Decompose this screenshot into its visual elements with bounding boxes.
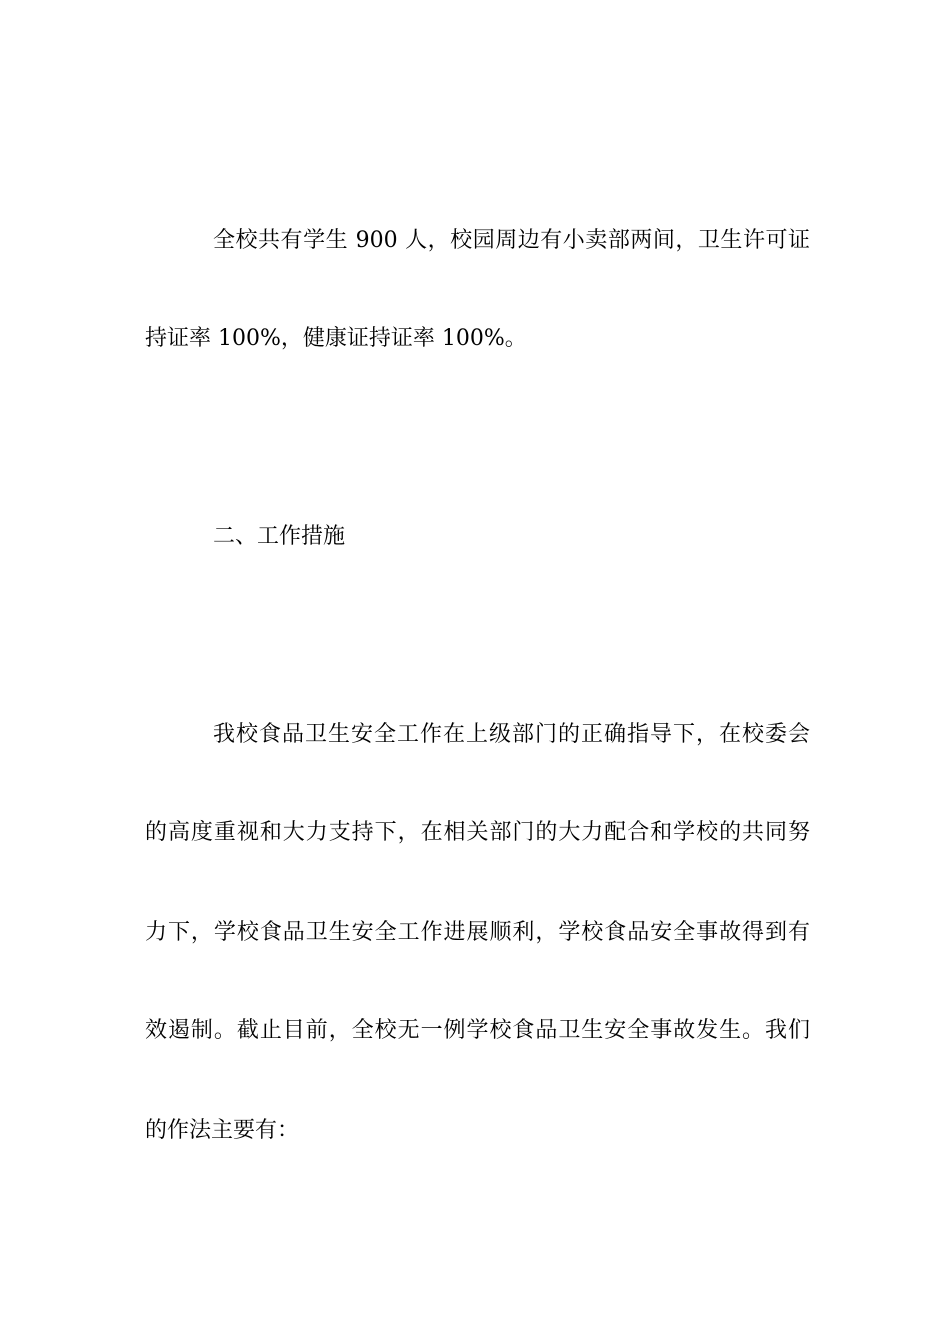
paragraph-2-line-2: 的高度重视和大力支持下，在相关部门的大力配合和学校的共同努 <box>145 820 810 845</box>
paragraph-2-line-4: 效遏制。截止目前，全校无一例学校食品卫生安全事故发生。我们 <box>145 1018 810 1043</box>
section-heading: 二、工作措施 <box>213 524 346 549</box>
paragraph-2-line-3: 力下，学校食品卫生安全工作进展顺利，学校食品安全事故得到有 <box>145 920 810 945</box>
paragraph-1-line-1: 全校共有学生 900 人，校园周边有小卖部两间，卫生许可证 <box>213 228 810 253</box>
paragraph-2-line-1: 我校食品卫生安全工作在上级部门的正确指导下，在校委会 <box>213 722 810 747</box>
paragraph-2-line-5: 的作法主要有： <box>145 1118 300 1143</box>
paragraph-1-line-2: 持证率 100%，健康证持证率 100%。 <box>145 326 527 351</box>
